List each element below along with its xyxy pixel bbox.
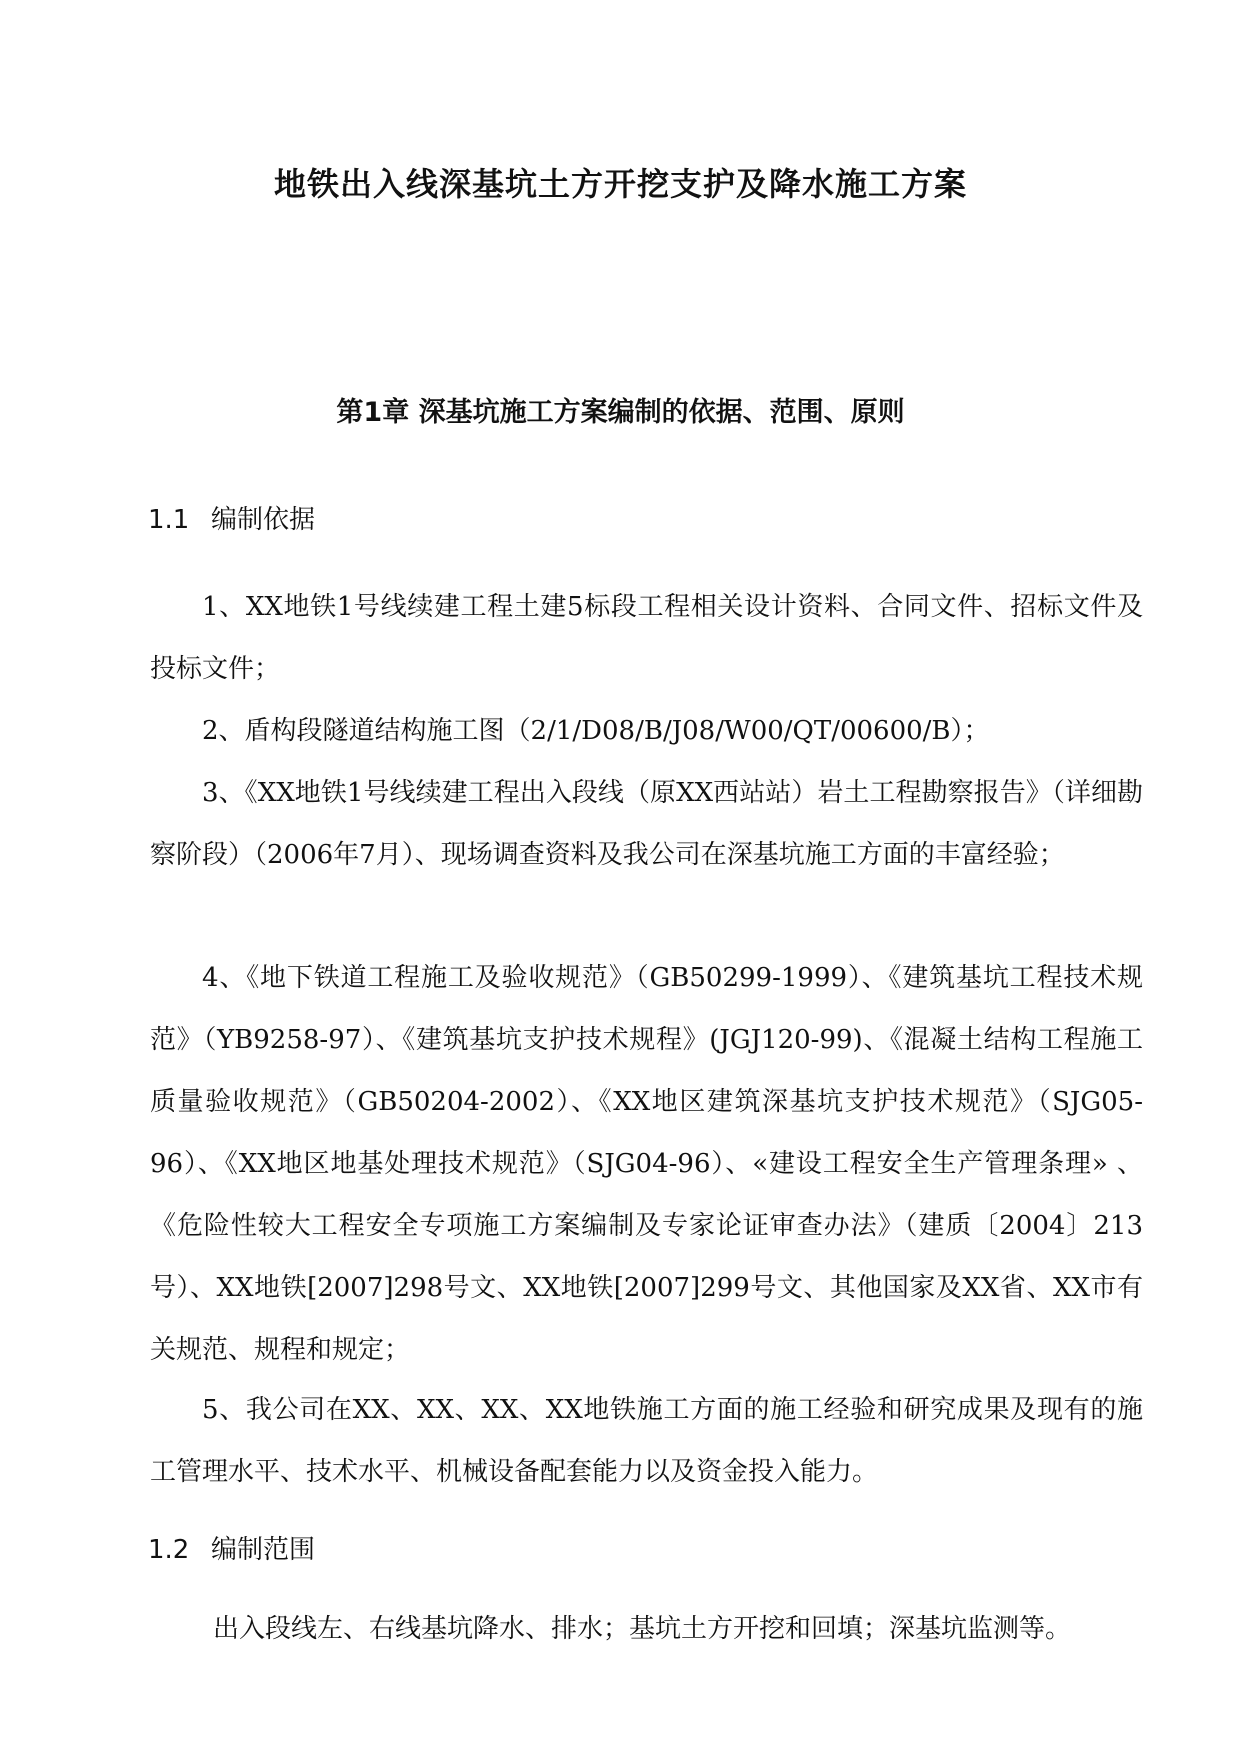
document-title: 地铁出入线深基坑土方开挖支护及降水施工方案	[273, 165, 967, 203]
scope-text: 出入段线左、右线基坑降水、排水；基坑土方开挖和回填；深基坑监测等。	[213, 1614, 1072, 1644]
basis-item-2: 2、盾构段隧道结构施工图（2/1/D08/B/J08/W00/QT/00600/B）；	[202, 716, 990, 746]
chapter-title: 第1章 深基坑施工方案编制的依据、范围、原则	[336, 397, 905, 428]
section-heading-1-1	[148, 500, 315, 540]
basis-item-4: 4、《地下铁道工程施工及验收规范》（GB50299-1999）、《建筑基坑工程技术规范》（YB9258-97）、《建筑基坑支护技术规程》(JGJ120-99)、《混凝土结构工程施工质量验收规范》（GB50204-2002）、《XX地区建筑深基坑支护技术规范》（SJG05-96）、《XX地区地基处理技术规范》（SJG04-96）、«建设工程安全生产管理条理» 、《危险性较大工程安全专项施工方案编制及专家论证审查办法》（建质〔2004〕213号）、XX地铁[2007]298号文、XX地铁[2007]299号文、其他国家及XX省、XX市有关规范、规程和规定；	[150, 963, 1143, 1365]
basis-item-5: 5、我公司在XX、XX、XX、XX地铁施工方面的施工经验和研究成果及现有的施工管理水平、技术水平、机械设备配套能力以及资金投入能力。	[150, 1395, 1143, 1487]
section-number: 1.2	[148, 1535, 190, 1565]
section-label: 编制范围	[211, 1535, 316, 1565]
section-heading-1-2	[148, 1530, 315, 1570]
basis-item-1: 1、XX地铁1号线续建工程土建5标段工程相关设计资料、合同文件、招标文件及投标文件；	[150, 592, 1143, 684]
section-number: 1.1	[148, 505, 190, 535]
section-label: 编制依据	[211, 505, 316, 535]
basis-item-3: 3、《XX地铁1号线续建工程出入段线（原XX西站站）岩土工程勘察报告》（详细勘察阶段）（2006年7月）、现场调查资料及我公司在深基坑施工方面的丰富经验；	[150, 778, 1143, 870]
